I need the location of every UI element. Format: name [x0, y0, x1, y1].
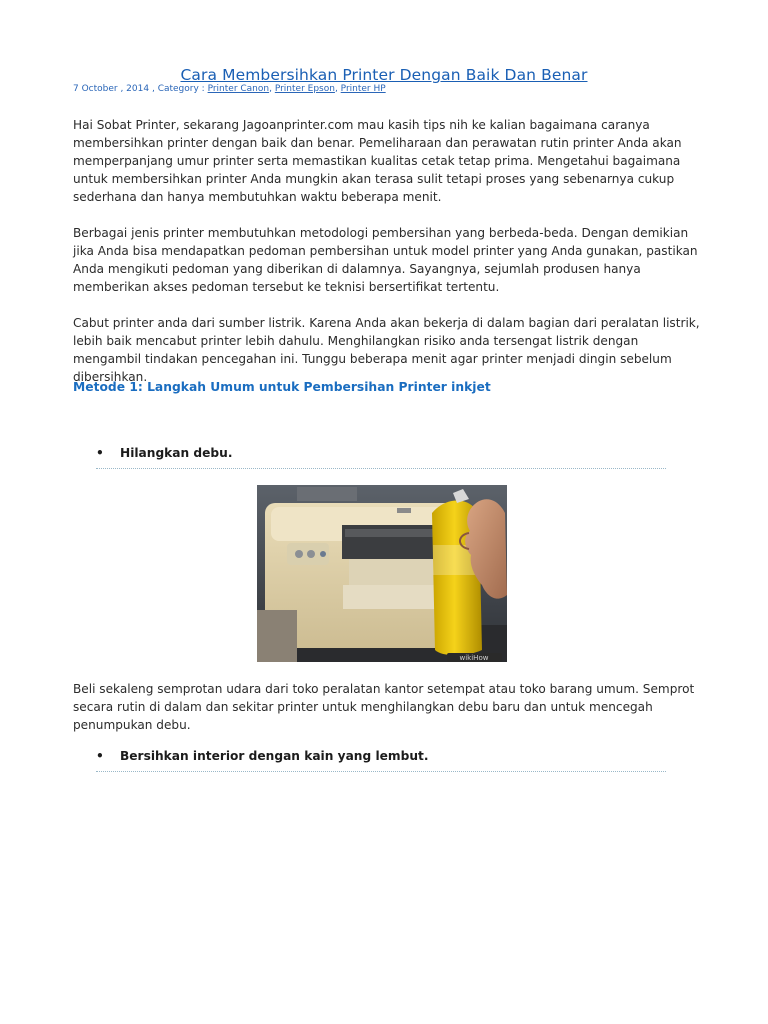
watermark-text: wikiHow: [459, 654, 489, 662]
article-meta: [73, 84, 386, 94]
post-date: 7 October , 2014: [73, 84, 150, 94]
list-item: [96, 446, 666, 469]
section-heading: Metode 1: Langkah Umum untuk Pembersihan Printer inkjet: [73, 380, 491, 394]
bullet-icon: •: [96, 749, 104, 763]
list-item-text: Hilangkan debu.: [120, 446, 233, 460]
category-link-epson[interactable]: Printer Epson: [274, 84, 335, 94]
category-separator: ,: [334, 84, 341, 94]
article-title-link[interactable]: Cara Membersihkan Printer Dengan Baik Dan Benar: [180, 66, 588, 84]
category-label: Category :: [157, 84, 205, 94]
list-item: [96, 749, 666, 772]
spray-paragraph: Beli sekaleng semprotan udara dari toko peralatan kantor setempat atau toko barang umum. Semprot secara rutin di dalam dan sekitar printer untuk menghilangkan debu baru dan untuk mencegah penumpukan debu.: [73, 682, 695, 732]
meta-separator: ,: [149, 84, 158, 94]
guidelines-paragraph: Berbagai jenis printer membutuhkan metodologi pembersihan yang berbeda-beda. Dengan demikian jika Anda bisa mendapatkan pedoman pembersihan untuk model printer yang Anda gunakan, pastikan Anda mengikuti pedoman yang diberikan di dalamnya. Sayangnya, sejumlah produsen hanya memberikan akses pedoman tersebut ke teknisi bersertifikat tertentu.: [73, 226, 698, 294]
list-item-text: Bersihkan interior dengan kain yang lembut.: [120, 749, 429, 763]
category-link-hp[interactable]: Printer HP: [340, 84, 386, 94]
category-link-canon[interactable]: Printer Canon: [207, 84, 270, 94]
bullet-icon: •: [96, 446, 104, 460]
category-separator: ,: [269, 84, 275, 94]
printer-dusting-photo: [257, 485, 507, 662]
unplug-paragraph: Cabut printer anda dari sumber listrik. Karena Anda akan bekerja di dalam bagian dari peralatan listrik, lebih baik mencabut printer lebih dahulu. Menghilangkan risiko anda tersengat listrik dengan mengambil tindakan pencegahan ini. Tunggu beberapa menit agar printer menjadi dingin sebelum dibersihkan.: [73, 316, 700, 384]
intro-paragraph: Hai Sobat Printer, sekarang Jagoanprinter.com mau kasih tips nih ke kalian bagaimana caranya membersihkan printer dengan baik dan benar. Pemeliharaan dan perawatan rutin printer Anda akan memperpanjang umur printer serta memastikan kualitas cetak tetap prima. Mengetahui bagaimana untuk membersihkan printer Anda mungkin akan terasa sulit tetapi proses yang sebenarnya cukup sederhana dan hanya membutuhkan waktu beberapa menit.: [73, 118, 682, 204]
